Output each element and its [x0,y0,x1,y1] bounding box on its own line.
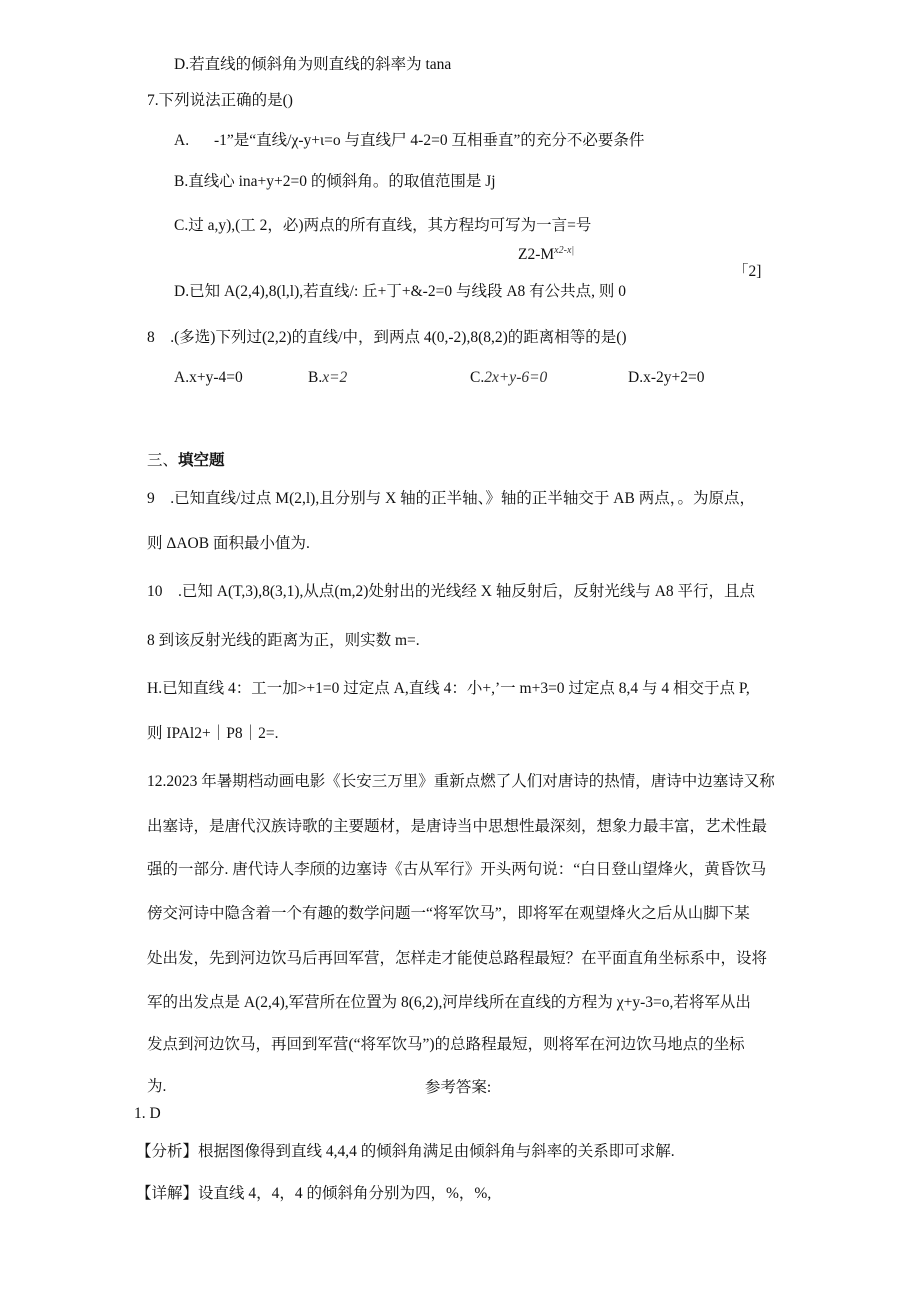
q11-line1: H.已知直线 4：工一加>+1=0 过定点 A,直线 4：小+,’一 m+3=0 过定点 8,4 与 4 相交于点 P, [147,680,750,697]
q12-line: 12.2023 年暑期档动画电影《长安三万里》重新点燃了人们对唐诗的热情，唐诗中边塞诗又称 [147,773,775,790]
option-label: B. [308,369,323,386]
q7-option-a: -1”是“直线/χ-y+ι=o 与直线尸 4-2=0 互相垂直”的充分不必要条件 [214,132,645,149]
q7-option-c-formula [518,241,574,265]
q7-bracket: 「2] [733,263,762,280]
q12-line: 处出发，先到河边饮马后再回军营，怎样走才能使总路程最短？在平面直角坐标系中，设将 [147,950,768,967]
option-label: C. [470,369,485,386]
option-text: x=2 [322,369,348,386]
q12-line: 军的出发点是 A(2,4),军营所在位置为 8(6,2),河岸线所在直线的方程为 χ+y-3=o,若将军从出 [147,994,751,1011]
q7-option-a-label: A. [174,132,190,149]
q12-line: 发点到河边饮马，再回到军营(“将军饮马”)的总路程最短，则将军在河边饮马地点的坐标 [147,1036,745,1053]
q12-line: 为. [147,1078,167,1095]
answer-1: 1. D [134,1105,161,1122]
q6-option-d: D.若直线的倾斜角为则直线的斜率为 tana [174,56,452,73]
option-text: 2x+y-6=0 [484,369,548,386]
option-label: A. [174,369,190,386]
q8-option-a [174,368,243,388]
q10-line2: 8 到该反射光线的距离为正，则实数 m=. [147,632,420,649]
q9-line1: 9 .已知直线/过点 M(2,l),且分别与 X 轴的正半轴、》轴的正半轴交于 AB 两点，。为原点， [147,490,755,507]
q8-option-d [628,368,704,388]
section-number: 三、 [147,452,179,469]
q12-line: 强的一部分. 唐代诗人李颀的边塞诗《古从军行》开头两句说：“白日登山望烽火，黄昏饮马 [147,861,767,878]
q7-stem: 7.下列说法正确的是() [147,92,293,109]
answer-detail: 【详解】设直线 4，4，4 的倾斜角分别为四，%，%, [136,1185,492,1202]
answer-analysis: 【分析】根据图像得到直线 4,4,4 的倾斜角满足由倾斜角与斜率的关系即可求解. [136,1143,675,1160]
answers-title: 参考答案: [424,1079,492,1096]
q8-option-c [470,368,547,388]
option-text: x+y-4=0 [189,369,243,386]
q12-line: 傍交河诗中隐含着一个有趣的数学问题一“将军饮马”，即将军在观望烽火之后从山脚下某 [147,905,750,922]
formula-text: Z2-M [518,246,555,264]
section-title: 填空题 [178,452,225,469]
q7-option-b: B.直线心 ina+y+2=0 的倾斜角。的取值范围是 Jj [174,173,496,190]
formula-sup: x2-x| [554,245,575,256]
option-label: D. [628,369,644,386]
q9-line2: 则 ΔAOB 面积最小值为. [147,535,310,552]
option-text: x-2y+2=0 [643,369,705,386]
q8-option-b [308,368,347,388]
q10-line1: 10 .已知 A(T,3),8(3,1),从点(m,2)处射出的光线经 X 轴反射后，反射光线与 A8 平行，且点 [147,583,756,600]
q11-line2: 则 IPAl2+｜P8｜2=. [147,725,279,742]
q8-stem: 8 .(多选)下列过(2,2)的直线/中，到两点 4(0,-2),8(8,2)的距离相等的是() [147,329,627,346]
section-heading [147,451,225,471]
q7-option-c: C.过 a,y),(工 2，必)两点的所有直线，其方程均可写为一言=号 [174,217,592,234]
q12-line: 出塞诗，是唐代汉族诗歌的主要题材，是唐诗当中思想性最深刻，想象力最丰富，艺术性最 [147,818,768,835]
q7-option-d: D.已知 A(2,4),8(l,l),若直线/: 丘+丁+&-2=0 与线段 A8 有公共点, 则 0 [174,283,627,300]
